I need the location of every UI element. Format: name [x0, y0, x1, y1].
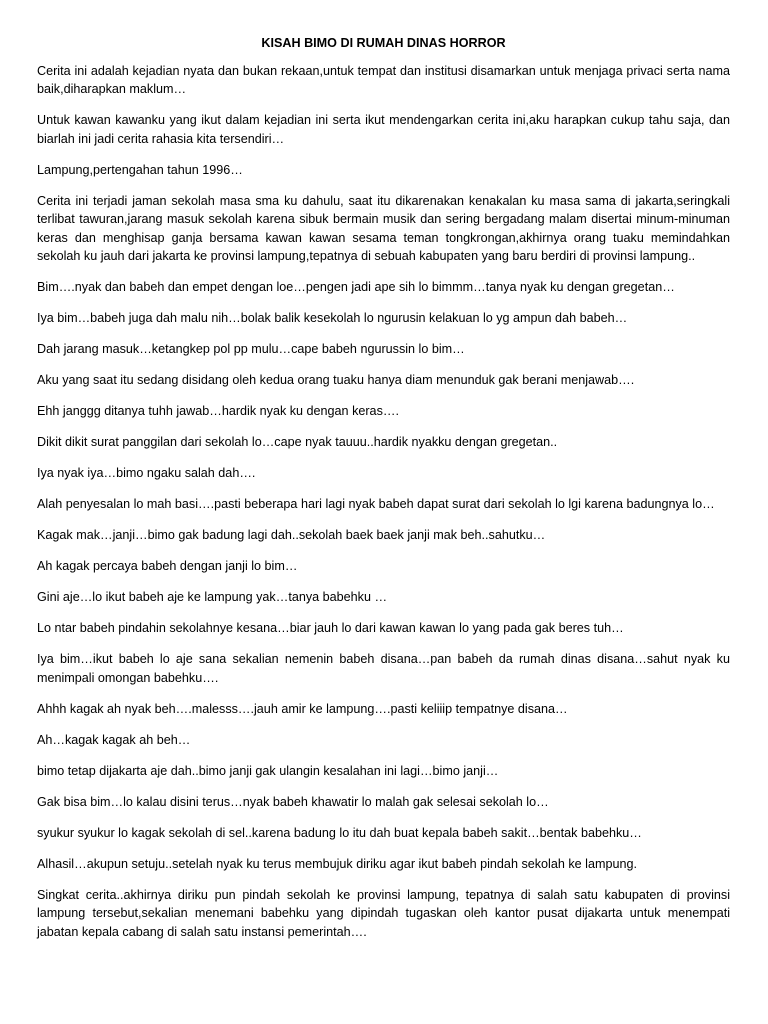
paragraph-9: Ehh janggg ditanya tuhh jawab…hardik nyak ku dengan keras…. [37, 404, 399, 418]
paragraph-6: Iya bim…babeh juga dah malu nih…bolak balik kesekolah lo ngurusin kelakuan lo yg ampun dah babeh… [37, 311, 628, 325]
paragraph-20: bimo tetap dijakarta aje dah..bimo janji gak ulangin kesalahan ini lagi…bimo janji… [37, 763, 499, 778]
paragraph-13: Kagak mak…janji…bimo gak badung lagi dah..sekolah baek baek janji mak beh..sahutku… [37, 528, 546, 542]
paragraph-10: Dikit dikit surat panggilan dari sekolah lo…cape nyak tauuu..hardik nyakku dengan gregetan.. [37, 435, 558, 449]
paragraph-12: Alah penyesalan lo mah basi….pasti beberapa hari lagi nyak babeh dapat surat dari sekolah lo lgi karena badungnya lo… [37, 497, 715, 511]
paragraph-16: Lo ntar babeh pindahin sekolahnye kesana…biar jauh lo dari kawan kawan lo yang pada gak beres tuh… [37, 621, 624, 635]
paragraph-2: Untuk kawan kawanku yang ikut dalam kejadian ini serta ikut mendengarkan cerita ini,aku harapkan cukup tahu saja, dan biarlah ini jadi cerita rahasia kita tersendiri… [37, 113, 730, 146]
paragraph-11: Iya nyak iya…bimo ngaku salah dah…. [37, 466, 256, 480]
paragraph-17: Iya bim…ikut babeh lo aje sana sekalian nemenin babeh disana…pan babeh da rumah dinas disana…sahut nyak ku menimpali omongan babehku…. [37, 652, 730, 685]
paragraph-18: Ahhh kagak ah nyak beh….malesss….jauh amir ke lampung….pasti keliiip tempatnye disana… [37, 701, 568, 716]
paragraph-21: Gak bisa bim…lo kalau disini terus…nyak babeh khawatir lo malah gak selesai sekolah lo… [37, 794, 549, 809]
paragraph-1: Cerita ini adalah kejadian nyata dan bukan rekaan,untuk tempat dan institusi disamarkan untuk menjaga privaci serta nama baik,diharapkan maklum… [37, 63, 730, 96]
paragraph-24: Singkat cerita..akhirnya diriku pun pindah sekolah ke provinsi lampung, tepatnya di salah satu kabupaten di provinsi lampung tersebut,sekalian menemani babehku yang dipindah tugaskan oleh kantor pusat dijakarta untuk menempati jabatan kepala cabang di salah satu instansi pemerintah…. [37, 887, 730, 939]
paragraph-8: Aku yang saat itu sedang disidang oleh kedua orang tuaku hanya diam menunduk gak berani menjawab…. [37, 373, 635, 387]
paragraph-14: Ah kagak percaya babeh dengan janji lo bim… [37, 559, 298, 573]
document-title: KISAH BIMO DI RUMAH DINAS HORROR [261, 36, 506, 50]
paragraph-3: Lampung,pertengahan tahun 1996… [37, 162, 243, 177]
paragraph-15: Gini aje…lo ikut babeh aje ke lampung yak…tanya babehku … [37, 590, 388, 604]
paragraph-23: Alhasil…akupun setuju..setelah nyak ku terus membujuk diriku agar ikut babeh pindah sekolah ke lampung. [37, 856, 637, 871]
paragraph-5: Bim….nyak dan babeh dan empet dengan loe…pengen jadi ape sih lo bimmm…tanya nyak ku dengan gregetan… [37, 280, 675, 294]
paragraph-22: syukur syukur lo kagak sekolah di sel..karena badung lo itu dah buat kepala babeh sakit…bentak babehku… [37, 825, 642, 840]
paragraph-4: Cerita ini terjadi jaman sekolah masa sma ku dahulu, saat itu dikarenakan kenakalan ku masa sama di jakarta,seringkali terlibat tawuran,jarang masuk sekolah karena sibuk bermain musik dan sering bergadang malam disertai minum-minuman keras dan menghisap ganja bersama kawan kawan sesama teman tongkrongan,akhirnya orang tuaku memindahkan sekolah ku jauh dari jakarta ke provinsi lampung,tepatnya di sebuah kabupaten yang baru berdiri di provinsi lampung.. [37, 193, 730, 263]
paragraph-7: Dah jarang masuk…ketangkep pol pp mulu…cape babeh ngurussin lo bim… [37, 342, 465, 356]
paragraph-19: Ah…kagak kagak ah beh… [37, 732, 191, 747]
